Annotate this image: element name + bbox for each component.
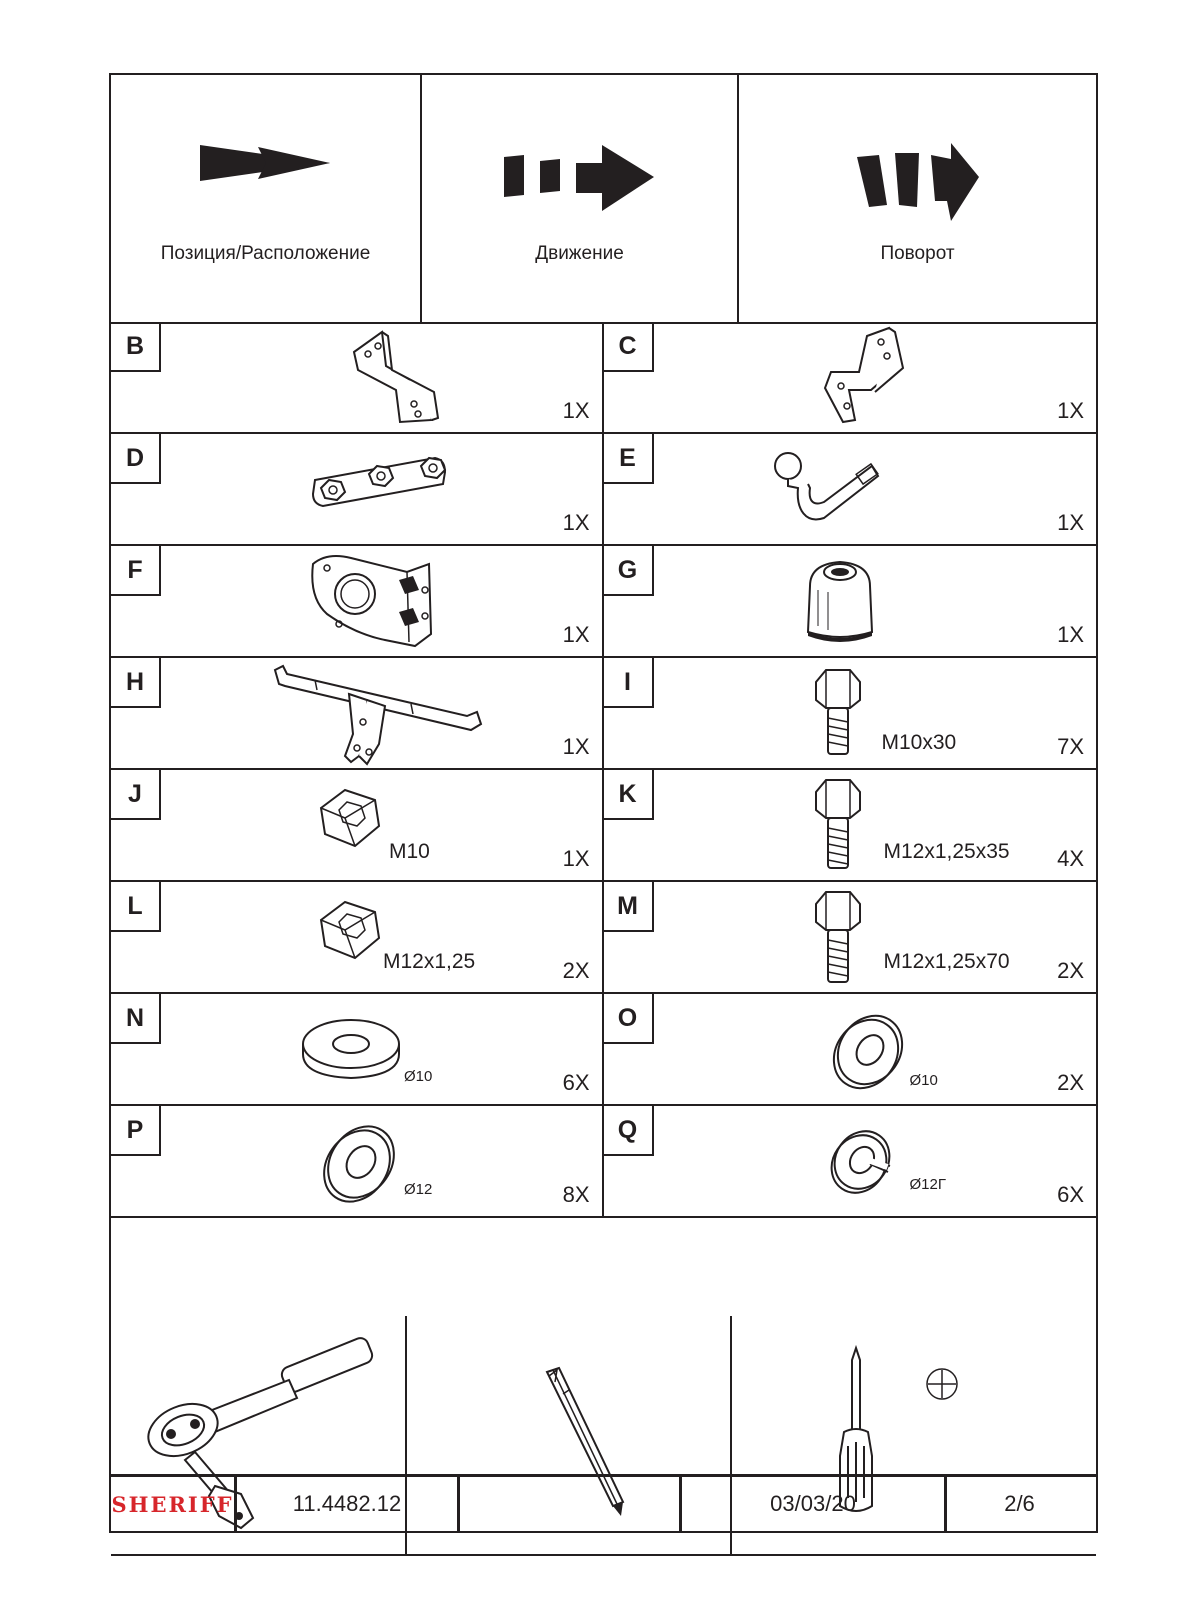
part-o (604, 994, 1097, 1104)
part-quantity: 2X (1057, 958, 1084, 983)
part-quantity: 1X (562, 398, 590, 423)
part-spec: M12x1,25x70 (883, 950, 1010, 973)
nut-plate-icon (309, 450, 449, 516)
part-quantity: 1X (562, 846, 590, 871)
parts-row (111, 882, 1096, 994)
part-quantity: 8X (562, 1182, 590, 1207)
legend-movement-label: Движение (535, 243, 624, 264)
part-letter: K (604, 770, 654, 820)
washer-p-icon (319, 1124, 397, 1204)
part-number: 11.4482.12 (237, 1477, 460, 1531)
part-letter: E (604, 434, 654, 484)
date: 03/03/20 (682, 1477, 947, 1531)
part-b (111, 322, 604, 432)
part-letter: G (604, 546, 654, 596)
parts-row (111, 1106, 1096, 1218)
bracket-c-icon (819, 326, 909, 426)
part-e (604, 434, 1097, 544)
parts-list (111, 322, 1096, 1218)
part-letter: O (604, 994, 654, 1044)
part-spec: Ø12Г (909, 1176, 946, 1193)
spring-washer-q-icon (826, 1128, 896, 1196)
part-letter: F (111, 546, 161, 596)
part-letter: M (604, 882, 654, 932)
part-spec: Ø10 (909, 1072, 938, 1089)
legend-position (111, 75, 422, 322)
nut-m12-icon (315, 898, 385, 964)
part-quantity: 7X (1057, 734, 1084, 759)
parts-row (111, 546, 1096, 658)
part-quantity: 6X (562, 1070, 590, 1095)
part-i (604, 658, 1097, 768)
crossbar-icon (271, 660, 485, 768)
socket-bracket-icon (303, 550, 443, 650)
part-quantity: 1X (562, 734, 590, 759)
part-quantity: 4X (1057, 846, 1084, 871)
part-p (111, 1106, 604, 1216)
part-letter: J (111, 770, 161, 820)
part-n (111, 994, 604, 1104)
legend-position-label: Позиция/Расположение (160, 243, 371, 264)
part-d (111, 434, 604, 544)
part-k (604, 770, 1097, 880)
part-spec: Ø10 (404, 1068, 433, 1085)
part-m (604, 882, 1097, 992)
parts-row (111, 434, 1096, 546)
part-letter: N (111, 994, 161, 1044)
part-letter: C (604, 322, 654, 372)
part-letter: L (111, 882, 161, 932)
title-block (111, 1474, 1096, 1531)
part-q (604, 1106, 1097, 1216)
instruction-sheet (109, 73, 1098, 1533)
part-quantity: 1X (1057, 622, 1084, 647)
flat-washer-n-icon (299, 1016, 403, 1082)
bolt-m10x30-icon (812, 668, 864, 758)
part-spec: M10 (389, 840, 430, 863)
part-letter: Q (604, 1106, 654, 1156)
legend-rotation-label: Поворот (880, 243, 955, 264)
blank-cell (460, 1477, 682, 1531)
symbol-legend (111, 75, 1096, 324)
part-quantity: 1X (1057, 510, 1084, 535)
part-letter: D (111, 434, 161, 484)
parts-row (111, 658, 1096, 770)
rotation-arrow-icon (855, 143, 981, 227)
tow-ball-icon (766, 448, 886, 528)
ball-cover-cap-icon (804, 558, 876, 642)
bolt-m12x70-icon (812, 890, 864, 986)
part-spec: M10x30 (881, 731, 957, 754)
parts-row (111, 322, 1096, 434)
part-spec: M12x1,25x35 (883, 840, 1010, 863)
part-spec: Ø12 (404, 1181, 433, 1198)
position-arrow-icon (200, 143, 332, 183)
parts-row (111, 994, 1096, 1106)
bolt-m12x35-icon (812, 778, 864, 872)
part-f (111, 546, 604, 656)
brand-logo: SHERIFF (111, 1491, 234, 1517)
part-quantity: 2X (1057, 1070, 1084, 1095)
washer-o-icon (832, 1012, 906, 1090)
brand-cell (111, 1477, 237, 1531)
bracket-b-icon (346, 326, 446, 424)
part-quantity: 6X (1057, 1182, 1084, 1207)
part-spec: M12x1,25 (383, 950, 476, 973)
part-j (111, 770, 604, 880)
part-quantity: 1X (1057, 398, 1084, 423)
part-letter: H (111, 658, 161, 708)
part-h (111, 658, 604, 768)
part-letter: B (111, 322, 161, 372)
part-quantity: 2X (562, 958, 590, 983)
part-quantity: 1X (562, 510, 590, 535)
legend-movement (422, 75, 739, 322)
part-c (604, 322, 1097, 432)
part-l (111, 882, 604, 992)
parts-row (111, 770, 1096, 882)
part-letter: P (111, 1106, 161, 1156)
part-g (604, 546, 1097, 656)
part-letter: I (604, 658, 654, 708)
nut-m10-icon (315, 786, 385, 852)
part-quantity: 1X (562, 622, 590, 647)
movement-arrow-icon (504, 143, 656, 213)
legend-rotation (739, 75, 1096, 322)
page-number: 2/6 (1004, 1491, 1035, 1516)
